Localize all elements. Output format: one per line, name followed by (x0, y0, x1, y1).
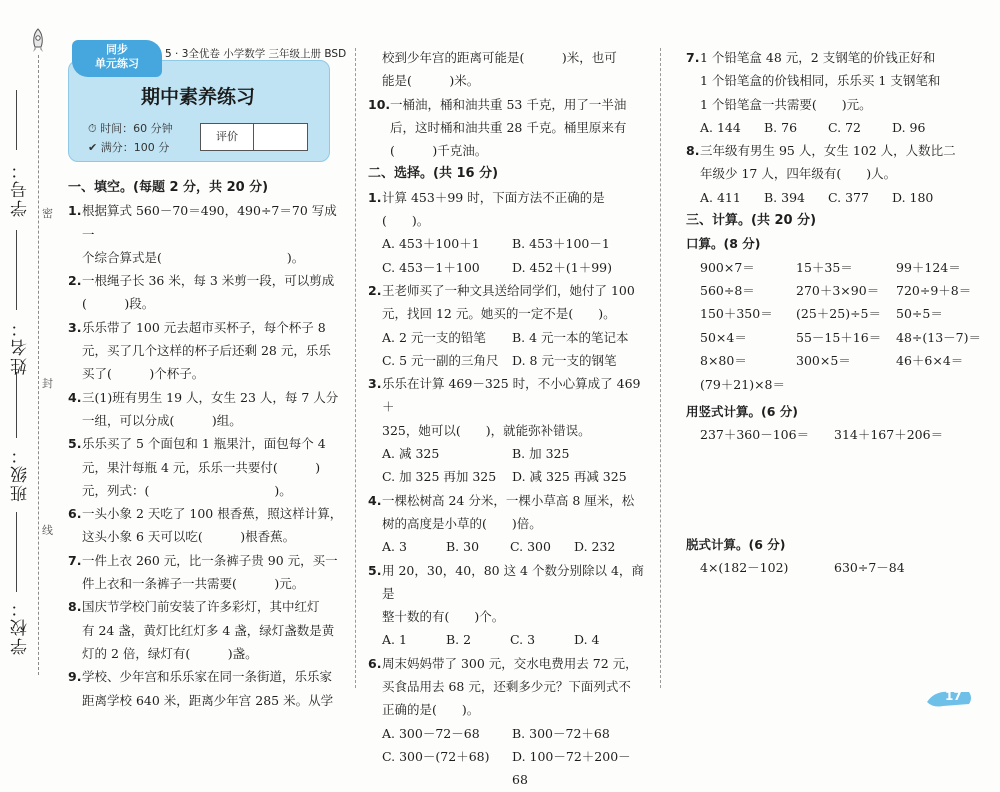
answer-option[interactable]: A. 144 (700, 119, 741, 135)
question-number: 1. (68, 203, 82, 219)
option-row (368, 326, 648, 349)
question-number: 4. (68, 389, 82, 405)
answer-option[interactable]: A. 1 (382, 632, 407, 648)
question-text: ( )千克油。 (390, 143, 488, 159)
option-row (368, 722, 648, 745)
seal-mark: 密 (42, 207, 53, 220)
class-line (16, 372, 17, 438)
question-text: ( )段。 (82, 296, 155, 312)
question (68, 502, 343, 549)
answer-option[interactable]: B. 300－72＋68 (512, 725, 610, 741)
question-number: 7. (686, 50, 700, 65)
student-number-label: 学号： (11, 160, 31, 217)
question-number: 6. (68, 506, 82, 522)
answer-option[interactable]: B. 加 325 (512, 446, 570, 462)
subsection-heading: 脱式计算。(6 分) (686, 536, 786, 552)
question-text: 整十数的有( )个。 (382, 609, 505, 625)
question-number: 3. (368, 376, 382, 392)
vertical-calc-item[interactable]: 237＋360－106＝ (700, 427, 810, 443)
question-number: 2. (68, 273, 82, 289)
question-text: 学校、少年宫和乐乐家在同一条街道，乐乐家 (82, 669, 333, 685)
class-label: 班级： (11, 445, 31, 502)
option-row (368, 232, 648, 255)
check-icon: ✔ (88, 141, 101, 154)
question (68, 595, 343, 665)
question-text: 元，买了几个这样的杯子后还剩 28 元，乐乐 (82, 343, 331, 359)
answer-option[interactable]: B. 76 (764, 119, 798, 135)
student-number-line (16, 90, 17, 150)
question-text: 周末妈妈带了 300 元，交水电费用去 72 元， (382, 655, 638, 671)
question-text: 有 24 盏，黄灯比红灯多 4 盏，绿灯盏数是黄 (82, 622, 335, 638)
question-text: 一桶油，桶和油共重 53 千克，用了一半油 (390, 96, 627, 112)
oral-calculation-item[interactable]: (25＋25)÷5＝ (796, 306, 881, 322)
question-text: 1 个铅笔盒 48 元，2 支钢笔的价钱正好和 (700, 50, 936, 65)
option-row (368, 465, 648, 488)
answer-option[interactable]: C. 300 (510, 539, 551, 555)
question-text: 能是( )米。 (382, 73, 480, 89)
rocket-icon (30, 28, 46, 54)
answer-option[interactable]: D. 100－72＋200－68 (512, 748, 631, 788)
answer-option[interactable]: A. 453＋100＋1 (382, 236, 480, 252)
answer-option[interactable]: C. 377 (828, 189, 869, 205)
unit-badge (72, 40, 162, 77)
clock-icon: ⏱ (88, 122, 101, 135)
oral-calculation-item[interactable]: 720÷9＋8＝ (896, 283, 972, 299)
question (368, 279, 648, 326)
option-row (686, 186, 976, 209)
answer-option[interactable]: B. 30 (446, 539, 480, 555)
answer-option[interactable]: C. 300－(72＋68) (382, 748, 490, 764)
section-heading: 二、选择。(共 16 分) (368, 166, 499, 182)
series-title: 5 · 3全优卷 小学数学 三年级上册 BSD (165, 48, 347, 60)
section-heading: 三、计算。(共 20 分) (686, 213, 817, 229)
work-space[interactable] (686, 447, 976, 533)
subsection-heading: 口算。(8 分) (686, 236, 761, 252)
answer-option[interactable]: D. 180 (892, 189, 934, 205)
score-info: ✔ 满分：100 分 (88, 141, 170, 154)
question (68, 386, 343, 433)
oral-calculation-item[interactable]: 50×4＝ (700, 329, 747, 345)
answer-option[interactable]: C. 加 325 再加 325 (382, 469, 497, 485)
option-row (686, 116, 976, 139)
answer-option[interactable]: A. 300－72－68 (382, 725, 480, 741)
answer-option[interactable]: D. 232 (574, 539, 616, 555)
question-text: 1 个铅笔盒的价钱相同，乐乐买 1 支钢笔和 (700, 73, 941, 89)
question-text: 年级少 17 人，四年级有( )人。 (700, 166, 897, 182)
oral-calculation-item[interactable]: 48÷(13－7)＝ (896, 329, 981, 345)
question-text: 用 20，30，40，80 这 4 个数分别除以 4，商是 (382, 562, 644, 601)
question-text: 买食品用去 68 元，还剩多少元？下面列式不 (382, 679, 631, 695)
answer-option[interactable]: D. 减 325 再减 325 (512, 469, 627, 485)
option-row (368, 535, 648, 558)
question-text: 树的高度是小草的( )倍。 (382, 515, 542, 531)
question-number: 6. (368, 655, 382, 671)
page-title: 期中素养练习 (140, 86, 255, 108)
column-divider (660, 48, 661, 688)
question-text: 王老师买了一种文具送给同学们，她付了 100 (382, 282, 635, 298)
question-text: 三(1)班有男生 19 人，女生 23 人，每 7 人分 (82, 389, 339, 405)
answer-option[interactable]: D. 8 元一支的钢笔 (512, 352, 617, 368)
vertical-calc-row (686, 423, 976, 446)
page-number-badge (925, 686, 975, 710)
seal-mark: 封 (42, 377, 53, 390)
evaluation-label: 评价 (201, 124, 254, 150)
oral-calculation-item[interactable]: 270＋3×90＝ (796, 283, 880, 299)
question-text: 1 个铅笔盒一共需要( )元。 (700, 96, 872, 112)
question-number: 5. (68, 436, 82, 452)
question-text: 一根绳子长 36 米，每 3 米剪一段，可以剪成 (82, 273, 335, 289)
answer-option[interactable]: B. 453＋100－1 (512, 236, 610, 252)
oral-calculation-item[interactable]: 55－15＋16＝ (796, 329, 882, 345)
question (68, 665, 343, 712)
question-number: 9. (68, 669, 82, 685)
oral-calculation-item[interactable]: 15＋35＝ (796, 259, 853, 275)
answer-option[interactable]: D. 4 (574, 632, 600, 648)
answer-option[interactable]: C. 3 (510, 632, 536, 648)
step-calc-item[interactable]: 4×(182－102) (700, 560, 789, 575)
seal-mark: 线 (42, 524, 53, 537)
answer-option[interactable]: A. 411 (700, 189, 741, 205)
answer-option[interactable]: C. 5 元一副的三角尺 (382, 352, 499, 368)
answer-option[interactable]: D. 452＋(1＋99) (512, 259, 612, 275)
question-number: 10. (368, 96, 391, 112)
badge-line: 单元练习 (95, 57, 139, 70)
answer-option[interactable]: A. 减 325 (382, 446, 440, 462)
oral-calculation-item[interactable]: 99＋124＝ (896, 259, 961, 275)
answer-option[interactable]: D. 96 (892, 119, 926, 135)
vertical-calc-item[interactable]: 314＋167＋206＝ (834, 427, 944, 443)
answer-option[interactable]: B. 394 (764, 189, 805, 205)
page-number: 17 (945, 689, 962, 703)
question-number: 3. (68, 319, 82, 335)
question (68, 269, 343, 316)
question-number: 2. (368, 282, 382, 298)
badge-line: 同步 (106, 43, 128, 56)
answer-option[interactable]: C. 453－1＋100 (382, 259, 480, 275)
answer-option[interactable]: A. 2 元一支的铅笔 (382, 329, 486, 345)
question (686, 46, 976, 116)
question (68, 432, 343, 502)
time-info: ⏱ 时间：60 分钟 (88, 122, 173, 135)
oral-calculation-item[interactable]: 560÷8＝ (700, 283, 755, 299)
name-label: 姓名： (11, 318, 31, 375)
step-calc-row (686, 556, 976, 579)
question-text: 灯的 2 倍，绿灯有( )盏。 (82, 645, 258, 661)
school-label: 学校： (11, 598, 31, 655)
question-number: 1. (368, 189, 382, 205)
column-1 (68, 176, 343, 712)
oral-calculation-item[interactable]: 900×7＝ (700, 259, 755, 275)
option-row (368, 349, 648, 372)
question (686, 139, 976, 186)
question (368, 489, 648, 536)
question-text: 正确的是( )。 (382, 702, 480, 718)
question-text: 件上衣和一条裤子一共需要( )元。 (82, 576, 305, 592)
answer-option[interactable]: B. 4 元一本的笔记本 (512, 329, 629, 345)
question-text: 个综合算式是( )。 (82, 249, 305, 265)
section-heading: 一、填空。(每题 2 分，共 20 分) (68, 180, 269, 195)
subsection-heading: 用竖式计算。(6 分) (686, 404, 798, 420)
question-number: 4. (368, 492, 382, 508)
question-text: 元，果汁每瓶 4 元，乐乐一共要付( ) (82, 459, 321, 475)
question-text: 元，列式：( )。 (82, 482, 292, 498)
evaluation-box[interactable] (200, 123, 308, 151)
question (368, 652, 648, 722)
answer-option[interactable]: C. 72 (828, 119, 861, 135)
question-text: 这头小象 6 天可以吃( )根香蕉。 (82, 529, 296, 545)
question-text: 一组，可以分成( )组。 (82, 412, 242, 428)
step-calc-item[interactable]: 630÷7－84 (834, 560, 905, 575)
option-row (368, 442, 648, 465)
column-3 (686, 46, 981, 579)
question-text: 元，找回 12 元。她买的一定不是( )。 (382, 306, 616, 322)
question-text: 一件上衣 260 元，比一条裤子贵 90 元，买一 (82, 552, 338, 568)
question-text: 乐乐在计算 469－325 时，不小心算成了 469＋ (382, 376, 641, 415)
question-text: 根据算式 560－70＝490，490÷7＝70 写成一 (82, 203, 337, 242)
option-row (368, 256, 648, 279)
answer-option[interactable]: A. 3 (382, 539, 407, 555)
question-text: 乐乐带了 100 元去超市买杯子，每个杯子 8 (82, 319, 326, 335)
question-number: 8. (68, 599, 82, 615)
column-divider (355, 48, 356, 688)
answer-option[interactable]: B. 2 (446, 632, 472, 648)
oral-calculation-item[interactable]: 300×5＝ (796, 353, 851, 369)
question (368, 186, 648, 233)
binding-cut-line (38, 55, 39, 675)
oral-calculation-grid (686, 256, 981, 396)
option-row (368, 745, 648, 792)
question-text: 乐乐买了 5 个面包和 1 瓶果汁，面包每个 4 (82, 436, 326, 452)
question-text: 后，这时桶和油共重 28 千克。桶里原来有 (390, 119, 627, 135)
name-line (16, 230, 17, 310)
question (368, 559, 648, 629)
question (68, 199, 343, 269)
question-text: 一头小象 2 天吃了 100 根香蕉，照这样计算， (82, 506, 343, 522)
binding-strip (0, 0, 62, 725)
question (68, 549, 343, 596)
oral-calculation-item[interactable]: 150＋350＝ (700, 306, 773, 322)
question-text: 国庆节学校门前安装了许多彩灯，其中红灯 (82, 599, 320, 615)
question-text: 买了( )个杯子。 (82, 366, 205, 382)
question-text: 三年级有男生 95 人，女生 102 人，人数比二 (700, 143, 956, 159)
question-text: 计算 453＋99 时，下面方法不正确的是( )。 (382, 189, 605, 229)
column-2 (368, 46, 648, 792)
question-text: 325，她可以( )，就能弥补错误。 (382, 422, 591, 438)
question-text: 距离学校 640 米，距离少年宫 285 米。从学 (82, 692, 334, 708)
question-number: 7. (68, 552, 82, 568)
question (368, 372, 648, 442)
question (68, 316, 343, 386)
option-row (368, 628, 648, 651)
question-text: 一棵松树高 24 分米，一棵小草高 8 厘米，松 (382, 492, 635, 508)
question-number: 5. (368, 562, 382, 578)
question-number: 8. (686, 143, 700, 159)
school-line (16, 512, 17, 592)
question-text: 校到少年宫的距离可能是( )米，也可 (382, 50, 617, 65)
oral-calculation-item[interactable]: 46＋6×4＝ (896, 353, 964, 369)
oral-calculation-item[interactable]: (79＋21)×8＝ (700, 376, 785, 392)
oral-calculation-item[interactable]: 50÷5＝ (896, 306, 943, 322)
question (368, 93, 648, 163)
oral-calculation-item[interactable]: 8×80＝ (700, 353, 747, 369)
